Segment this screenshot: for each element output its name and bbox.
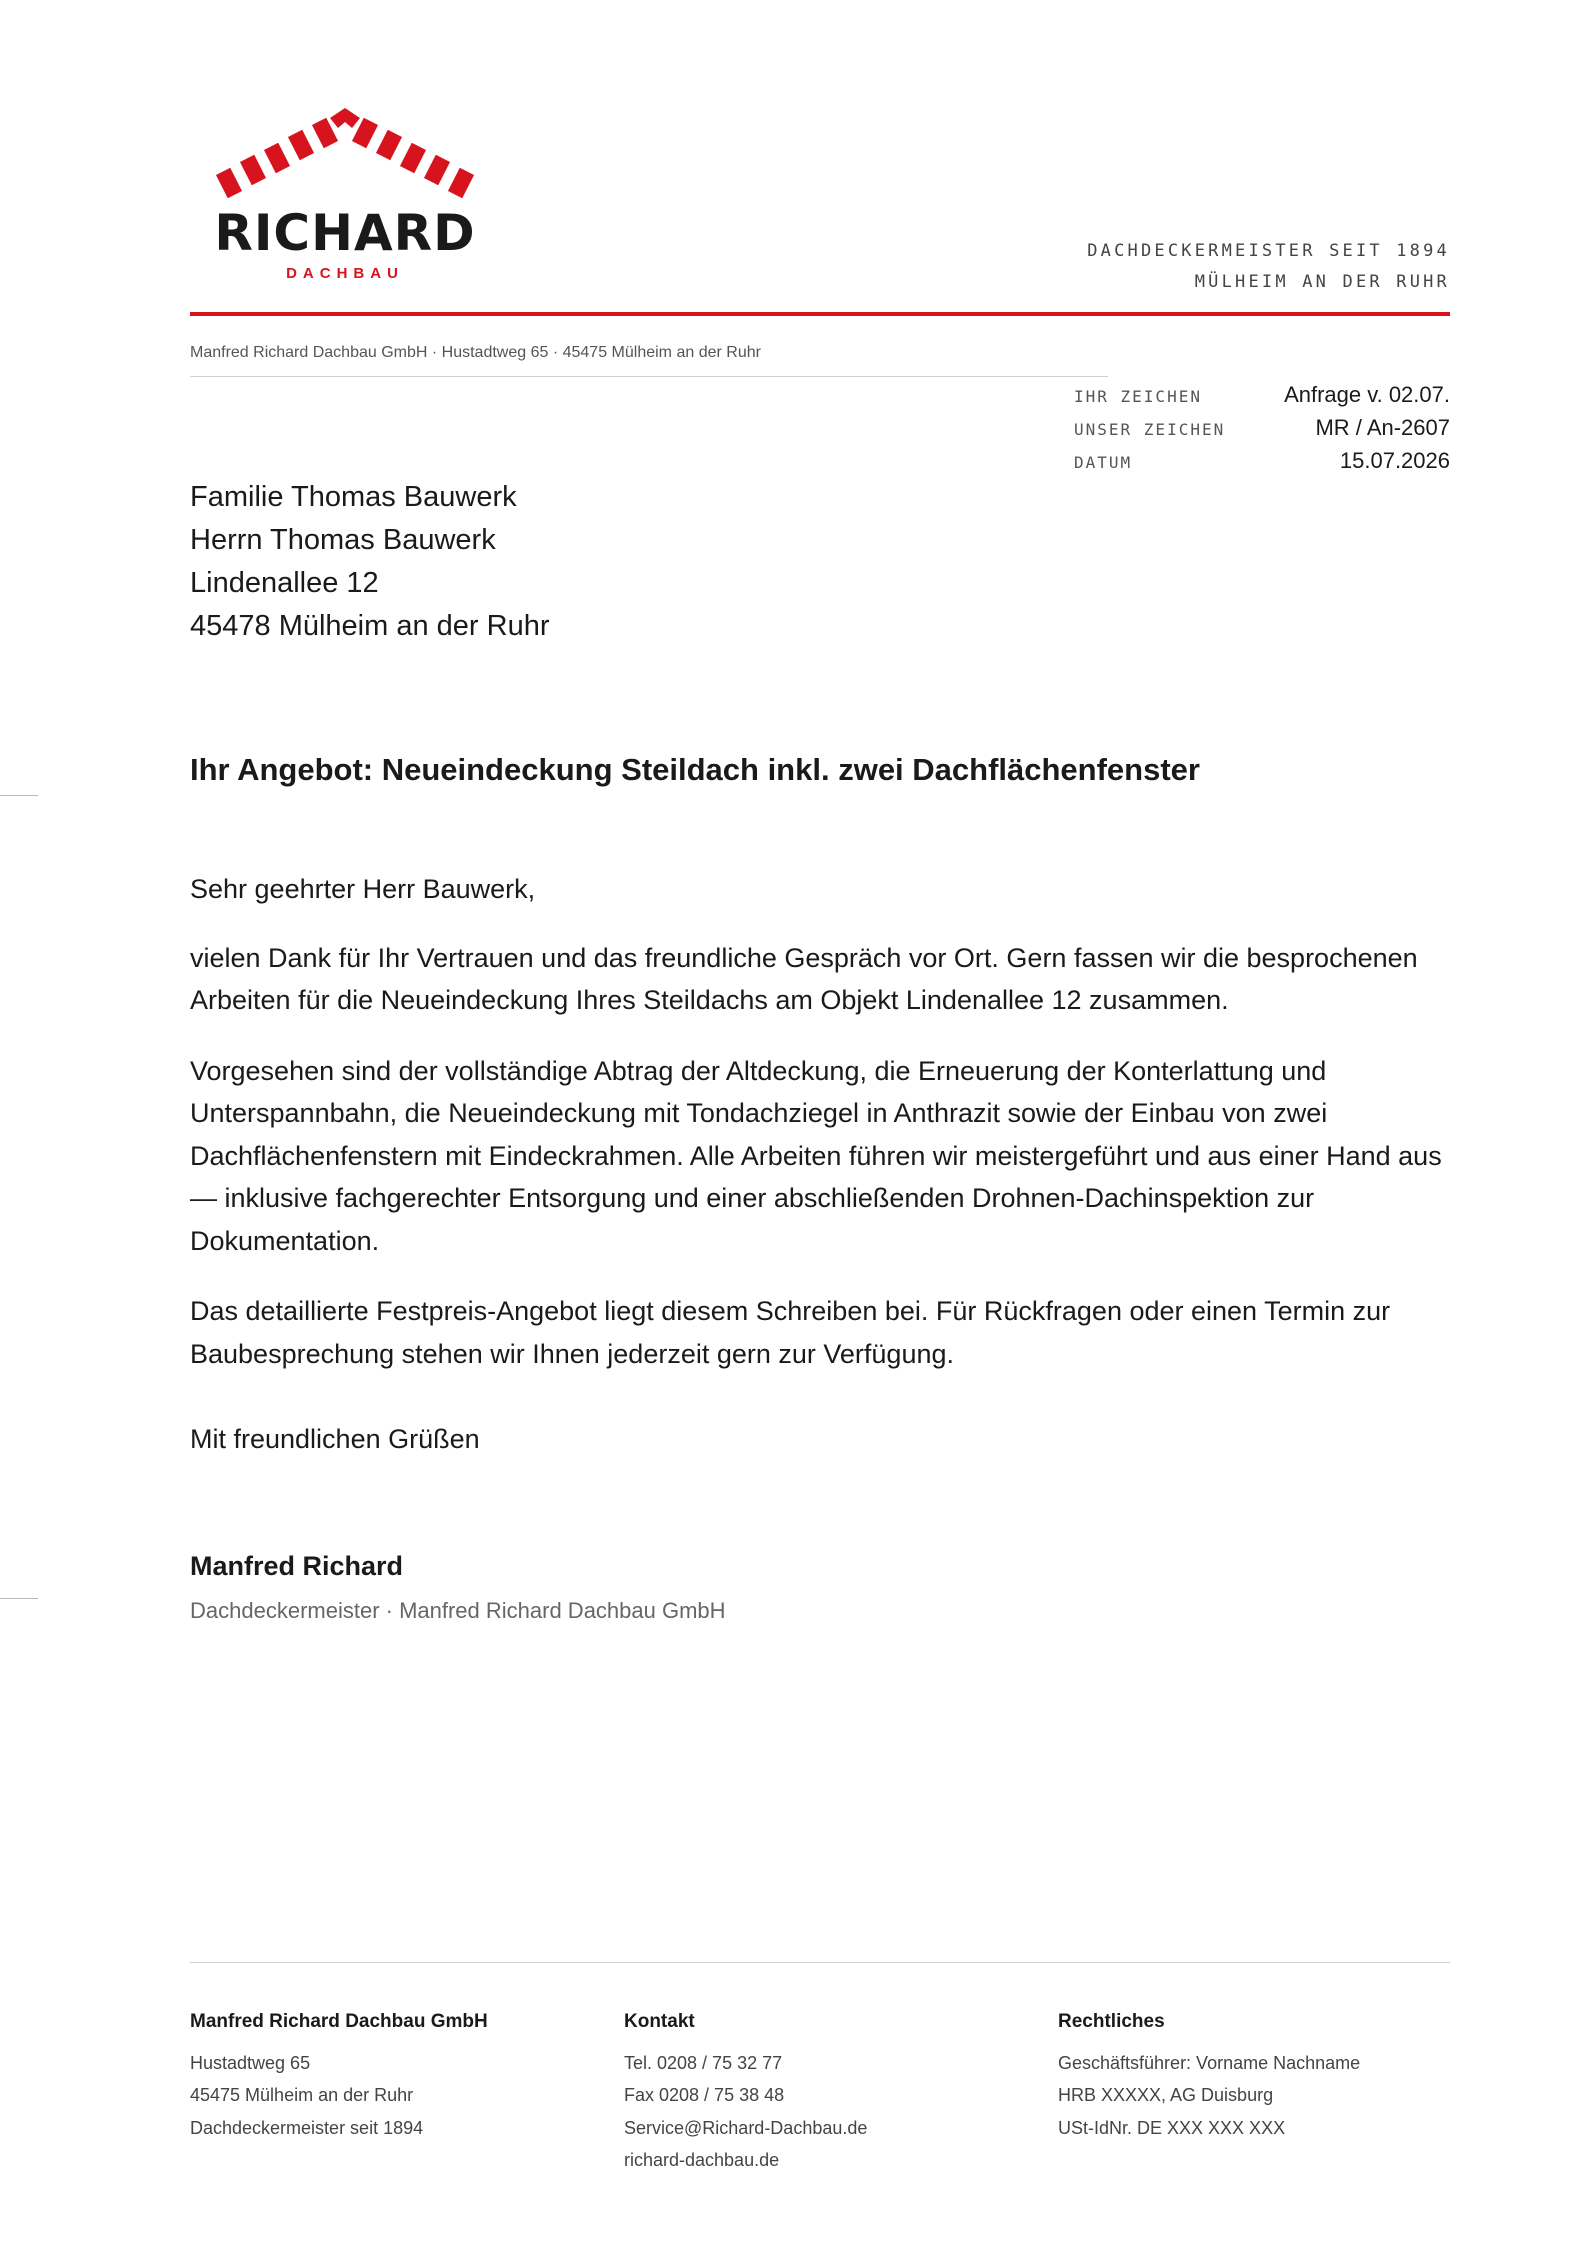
salutation: Sehr geehrter Herr Bauwerk, [190, 874, 536, 904]
footer-company [190, 2006, 488, 2144]
signatory-name: Manfred Richard [190, 1551, 404, 1581]
footer-legal [1058, 2006, 1360, 2144]
sender-line: Manfred Richard Dachbau GmbH · Hustadtweg 65 · 45475 Mülheim an der Ruhr [190, 344, 761, 361]
footer-heading: Kontakt [624, 2011, 695, 2032]
footer-line: HRB XXXXX, AG Duisburg [1058, 2085, 1274, 2105]
reference-label: DATUM [1074, 453, 1133, 472]
company-tagline [1087, 236, 1450, 298]
reference-label: IHR ZEICHEN [1074, 387, 1202, 406]
body-paragraph: vielen Dank für Ihr Vertrauen und das freundliche Gespräch vor Ort. Gern fassen wir die besprochenen Arbeiten für die Neueindeckung Ihres Steildachs am Objekt Lindenallee 12 zusammen. [190, 942, 1418, 1015]
tagline-line-1: DACHDECKERMEISTER SEIT 1894 [1087, 241, 1450, 261]
body-paragraph: Das detaillierte Festpreis-Angebot liegt diesem Schreiben bei. Für Rückfragen oder einen Termin zur Baubesprechung stehen wir Ihnen jederzeit gern zur Verfügung. [190, 1296, 1391, 1369]
footer-line: Hustadtweg 65 [190, 2052, 311, 2073]
footer-website-link[interactable]: richard-dachbau.de [624, 2150, 780, 2170]
letter-subject: Ihr Angebot: Neueindeckung Steildach inkl. zwei Dachflächenfenster [190, 752, 1200, 787]
footer-divider [190, 1962, 1450, 1963]
reference-row [1074, 448, 1450, 481]
header-divider [190, 312, 1450, 316]
reference-row [1074, 415, 1450, 448]
company-logo [206, 108, 484, 288]
footer-email-link[interactable]: Service@Richard-Dachbau.de [624, 2117, 868, 2138]
closing: Mit freundlichen Grüßen [190, 1424, 480, 1454]
footer-line: Dachdeckermeister seit 1894 [190, 2117, 424, 2138]
footer-heading: Rechtliches [1058, 2011, 1165, 2032]
reference-value: Anfrage v. 02.07. [1284, 382, 1450, 407]
footer-line: 45475 Mülheim an der Ruhr [190, 2085, 414, 2105]
recipient-line: Lindenallee 12 [190, 567, 379, 599]
footer-line: Geschäftsführer: Vorname Nachname [1058, 2052, 1361, 2073]
letter-body [190, 868, 1452, 1403]
recipient-address [190, 476, 549, 648]
footer-heading: Manfred Richard Dachbau GmbH [190, 2011, 488, 2032]
fold-mark-top [0, 795, 38, 796]
footer-fax: Fax 0208 / 75 38 48 [624, 2085, 785, 2105]
footer-contact [624, 2006, 867, 2177]
footer-phone: Tel. 0208 / 75 32 77 [624, 2052, 783, 2073]
recipient-line: Herrn Thomas Bauwerk [190, 524, 496, 556]
reference-row [1074, 382, 1450, 415]
sender-divider [190, 376, 1108, 377]
reference-value: 15.07.2026 [1339, 448, 1450, 473]
recipient-line: 45478 Mülheim an der Ruhr [190, 610, 550, 642]
body-paragraph: Vorgesehen sind der vollständige Abtrag der Altdeckung, die Erneuerung der Konterlattung und Unterspannbahn, die Neueindeckung mit Tondachziegel in Anthrazit sowie der Einbau von zwei Dachflächenfenstern mit Eindeckrahmen. Alle Arbeiten führen wir meistergeführt und aus einer Hand aus — inklusive fachgerechter Entsorgung und einer abschließenden Drohnen-Dachinspektion zur Dokumentation. [190, 1055, 1442, 1256]
logo-subline: DACHBAU [286, 265, 404, 282]
recipient-line: Familie Thomas Bauwerk [190, 481, 517, 513]
logo-wordmark: RICHARD [214, 204, 476, 262]
reference-label: UNSER ZEICHEN [1074, 420, 1226, 439]
reference-value: MR / An-2607 [1315, 415, 1450, 440]
reference-block [1074, 382, 1450, 481]
roof-tiles-icon [206, 108, 484, 200]
signatory-role: Dachdeckermeister · Manfred Richard Dachbau GmbH [190, 1598, 726, 1623]
footer-line: USt-IdNr. DE XXX XXX XXX [1058, 2117, 1286, 2138]
fold-mark-bottom [0, 1598, 38, 1599]
tagline-line-2: MÜLHEIM AN DER RUHR [1194, 272, 1450, 292]
